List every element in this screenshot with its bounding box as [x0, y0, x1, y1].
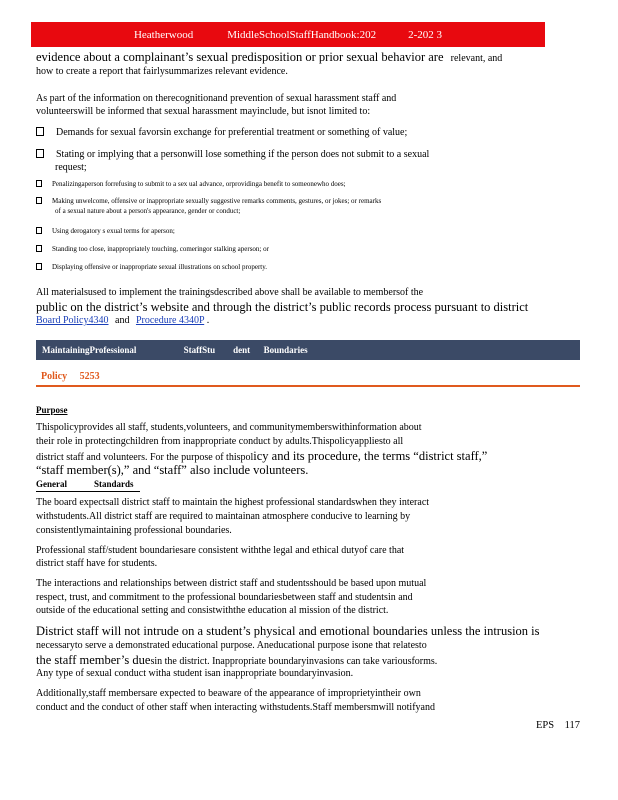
header-handbook-title: MiddleSchoolStaffHandbook:202: [227, 28, 377, 41]
bullet-continuation: of a sexual nature about a person's appearance, gender or conduct;: [55, 207, 241, 215]
general-pa3: consistentlymaintaining professional boundaries.: [36, 525, 232, 536]
p3-and: and: [115, 315, 130, 326]
bullet-item: [36, 263, 267, 272]
bullet-item: [36, 180, 346, 189]
bullet-item: [36, 245, 269, 254]
general-pc3: outside of the educational setting and consistwiththe education al mission of the district.: [36, 605, 389, 616]
general-pc1: The interactions and relationships between district staff and studentsshould be based upon mutual: [36, 578, 427, 589]
bullet-text: Demands for sexual favorsin exchange for preferential treatment or something of value;: [56, 127, 408, 138]
page-number: EPS 117: [536, 720, 580, 731]
general-pd2: necessaryto serve a demonstrated educational purpose. Aneducational purpose isone that relatesto: [36, 640, 427, 651]
p3-line3: [36, 315, 209, 327]
purpose-line4: “staff member(s),” and “staff” also include volunteers.: [36, 463, 309, 477]
bullet-item: [36, 227, 175, 236]
header-school-name: Heatherwood: [133, 28, 194, 41]
header-year: 2-202 3: [408, 28, 443, 41]
general-pb1: Professional staff/student boundariesare consistent withthe legal and ethical dutyof care that: [36, 545, 405, 556]
purpose-line1: Thispolicyprovides all staff, students,volunteers, and communitymemberswithinformation about: [36, 422, 422, 433]
purpose-line3: [36, 450, 487, 464]
general-pe2: conduct and the conduct of other staff when interacting withstudents.Staff membersmwill notifyand: [36, 702, 435, 713]
policy-number: Policy 5253: [41, 371, 100, 382]
purpose-line3-tail: icy and its procedure, the terms “district staff,”: [253, 449, 488, 463]
general-pd3: [36, 653, 437, 668]
policy-divider: [36, 385, 580, 387]
p1-line1: [36, 50, 502, 66]
general-pa1: The board expectsall district staff to maintain the highest professional standardswhen they interact: [36, 497, 430, 508]
bullet-square-icon: [36, 127, 44, 136]
purpose-line2: their role in protectingchildren from inappropriate conduct by adults.Thispolicyappliesto all: [36, 436, 404, 447]
bullet-square-icon: [36, 245, 42, 252]
general-pd3-big: the staff member’s due: [36, 653, 151, 667]
p1-line2: how to create a report that fairlysummarizes relevant evidence.: [36, 66, 288, 77]
p2-line1: As part of the information on therecognitionand prevention of sexual harassment staff and: [36, 93, 397, 104]
bullet-item: [36, 197, 381, 206]
general-pe1: Additionally,staff membersare expected to beaware of the appearance of improprietyintheir own: [36, 688, 421, 699]
board-policy-link[interactable]: Board Policy4340: [36, 315, 109, 326]
p1-line1-text: evidence about a complainant’s sexual predisposition or prior sexual behavior are: [36, 50, 444, 64]
general-pd3-rest: sin the district. Inappropriate boundaryinvasions can take variousforms.: [150, 656, 438, 667]
section-title-bar: MaintainingProfessional StaffStu dent Boundaries: [36, 340, 580, 360]
general-pb2: district staff have for students.: [36, 558, 158, 569]
bullet-square-icon: [36, 180, 42, 187]
p3-line2: public on the district’s website and through the district’s public records process pursuant to district: [36, 300, 529, 314]
p1-line1-tail: relevant, and: [450, 53, 503, 64]
bullet-text: Penalizingaperson forrefusing to submit to a sex ual advance, orprovidinga benefit to someonewho does;: [52, 180, 346, 188]
bullet-text: Stating or implying that a personwill lose something if the person does not submit to a sexual: [56, 149, 430, 160]
document-header-bar: [31, 22, 545, 47]
p2-line2: volunteerswill be informed that sexual harassment mayinclude, but isnot limited to:: [36, 106, 371, 117]
general-pc2: respect, trust, and commitment to the professional boundariesbetween staff and studentsin and: [36, 592, 413, 603]
p3-line1: All materialsused to implement the trainingsdescribed above shall be available to membersof the: [36, 287, 424, 298]
purpose-heading: Purpose: [36, 405, 68, 415]
general-pd4: Any type of sexual conduct witha student isan inappropriate boundaryinvasion.: [36, 668, 354, 679]
bullet-square-icon: [36, 263, 42, 270]
bullet-square-icon: [36, 149, 44, 158]
bullet-continuation: request;: [55, 162, 87, 173]
bullet-square-icon: [36, 197, 42, 204]
p3-end: .: [206, 315, 210, 326]
bullet-text: Using derogatory s exual terms for aperson;: [52, 227, 175, 235]
purpose-line3-text: district staff and volunteers. For the purpose of thispol: [36, 452, 254, 463]
bullet-text: Standing too close, inappropriately touching, comeringor stalking aperson; or: [52, 245, 269, 253]
bullet-text: Making unwelcome, offensive or inappropriate sexually suggestive remarks comments, gestures, or jokes; or remarks: [52, 197, 382, 205]
general-heading-underline: [36, 491, 140, 492]
general-pa2: withstudents.All district staff are required to maintainan atmosphere conducive to learning by: [36, 511, 411, 522]
procedure-link[interactable]: Procedure 4340P: [135, 315, 205, 326]
bullet-item: [36, 149, 429, 161]
bullet-square-icon: [36, 227, 42, 234]
bullet-item: [36, 127, 407, 139]
general-standards-heading: General Standards: [36, 479, 134, 489]
bullet-text: Displaying offensive or inappropriate sexual illustrations on school property.: [52, 263, 268, 271]
general-pd1: District staff will not intrude on a student’s physical and emotional boundaries unless the intrusion is: [36, 624, 540, 638]
